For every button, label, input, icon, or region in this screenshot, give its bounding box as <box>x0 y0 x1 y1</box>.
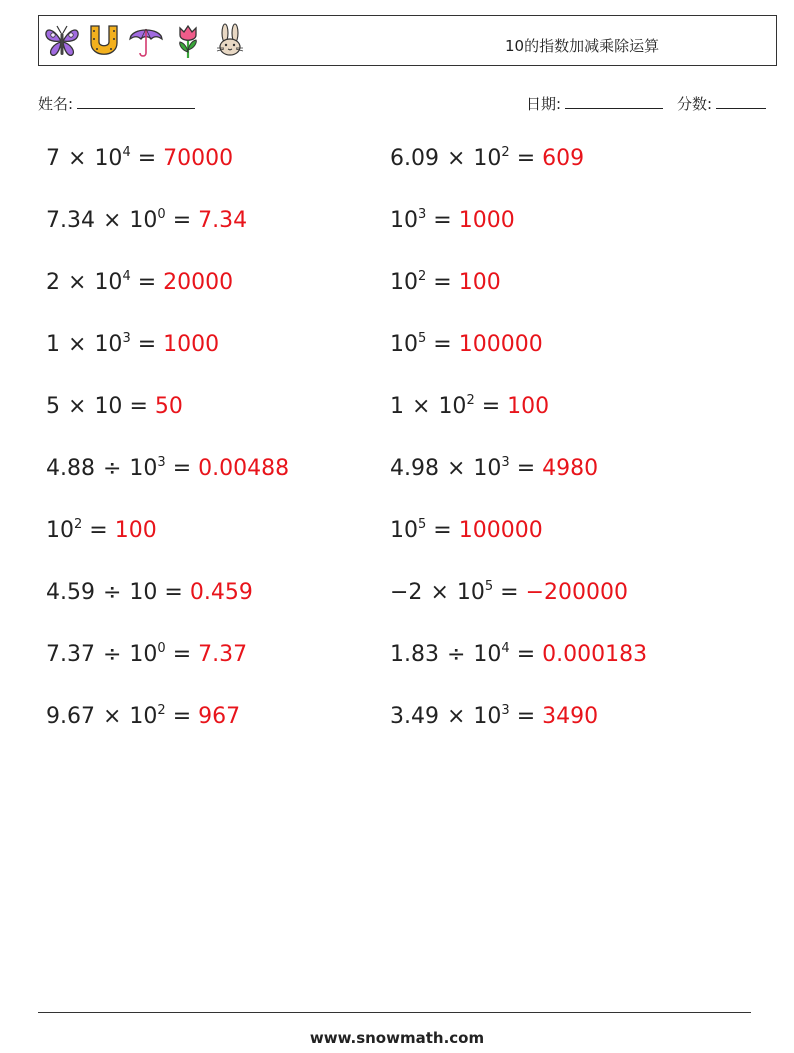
base: 10 <box>473 146 502 171</box>
rabbit-icon <box>211 22 249 60</box>
equals-sign: = <box>516 642 536 667</box>
base: 10 <box>390 270 418 295</box>
coefficient: 7.37 <box>46 642 95 667</box>
coefficient: 7 <box>46 146 60 171</box>
equals-sign: = <box>433 270 452 295</box>
problem-p20 <box>390 704 598 729</box>
answer: 0.000183 <box>542 642 648 667</box>
problem-row <box>46 255 746 317</box>
exponent: 3 <box>501 703 510 718</box>
operator: × <box>430 580 449 605</box>
name-label: 姓名: <box>38 95 74 113</box>
equals-sign: = <box>481 394 501 419</box>
problem-p8 <box>390 332 543 357</box>
equals-sign: = <box>500 580 519 605</box>
base: 10 <box>390 208 418 233</box>
problem-p13 <box>46 518 157 543</box>
icon-strip <box>43 22 249 60</box>
problem-row <box>46 193 746 255</box>
coefficient: 4.98 <box>390 456 439 481</box>
horseshoe-icon <box>85 22 123 60</box>
answer: 7.34 <box>198 208 248 233</box>
worksheet-header <box>38 15 777 66</box>
answer: 7.37 <box>198 642 248 667</box>
answer: 100000 <box>458 332 543 357</box>
name-blank[interactable] <box>77 94 195 109</box>
answer: 50 <box>154 394 183 419</box>
umbrella-icon <box>127 22 165 60</box>
base: 10 <box>94 332 123 357</box>
coefficient: 9.67 <box>46 704 95 729</box>
score-blank[interactable] <box>716 94 766 109</box>
answer: −200000 <box>525 580 629 605</box>
problem-p2 <box>390 146 584 171</box>
base: 10 <box>129 208 158 233</box>
problem-list <box>46 131 746 751</box>
operator: × <box>68 394 87 419</box>
tulip-icon <box>169 22 207 60</box>
base: 10 <box>94 146 123 171</box>
equals-sign: = <box>129 394 148 419</box>
base: 10 <box>473 456 502 481</box>
exponent: 2 <box>157 703 166 718</box>
problem-row <box>46 503 746 565</box>
exponent: 2 <box>74 517 83 532</box>
equals-sign: = <box>172 208 192 233</box>
exponent: 0 <box>157 207 166 222</box>
problem-p14 <box>390 518 543 543</box>
base: 10 <box>390 518 418 543</box>
problem-row <box>46 379 746 441</box>
answer: 100 <box>114 518 157 543</box>
problem-row <box>46 689 746 751</box>
problem-p16 <box>390 580 628 605</box>
problem-p1 <box>46 146 233 171</box>
problem-p15 <box>46 580 253 605</box>
equals-sign: = <box>433 208 452 233</box>
problem-row <box>46 627 746 689</box>
operator: × <box>102 208 122 233</box>
answer: 100 <box>458 270 501 295</box>
answer: 967 <box>198 704 241 729</box>
score-label: 分数: <box>677 95 713 113</box>
exponent: 5 <box>418 331 427 346</box>
problem-p3 <box>46 208 247 233</box>
butterfly-icon <box>43 22 81 60</box>
operator: × <box>446 146 466 171</box>
score-field[interactable] <box>677 93 766 114</box>
equals-sign: = <box>516 456 536 481</box>
answer: 3490 <box>542 704 599 729</box>
answer: 1000 <box>163 332 220 357</box>
base: 10 <box>473 642 502 667</box>
problem-p19 <box>46 704 240 729</box>
problem-p4 <box>390 208 515 233</box>
coefficient: 6.09 <box>390 146 439 171</box>
equals-sign: = <box>137 332 157 357</box>
problem-p18 <box>390 642 647 667</box>
exponent: 4 <box>501 641 510 656</box>
exponent: 3 <box>157 455 166 470</box>
problem-row <box>46 441 746 503</box>
base: 10 <box>473 704 502 729</box>
equals-sign: = <box>516 146 536 171</box>
problem-p17 <box>46 642 247 667</box>
equals-sign: = <box>89 518 108 543</box>
equals-sign: = <box>172 704 192 729</box>
equals-sign: = <box>172 642 192 667</box>
date-field[interactable] <box>526 93 663 114</box>
equals-sign: = <box>433 518 452 543</box>
answer: 0.00488 <box>198 456 290 481</box>
name-field[interactable] <box>38 93 195 114</box>
operator: × <box>102 704 122 729</box>
answer: 609 <box>542 146 585 171</box>
coefficient: 1 <box>390 394 404 419</box>
operator: × <box>68 332 87 357</box>
answer: 20000 <box>163 270 234 295</box>
answer: 70000 <box>163 146 234 171</box>
problem-p12 <box>390 456 598 481</box>
answer: 100000 <box>458 518 543 543</box>
operator: ÷ <box>446 642 466 667</box>
exponent: 5 <box>484 579 494 594</box>
coefficient: 1 <box>46 332 60 357</box>
base: 10 <box>438 394 467 419</box>
exponent: 2 <box>501 145 510 160</box>
base: 10 <box>129 642 158 667</box>
exponent: 3 <box>501 455 510 470</box>
base: 10 <box>129 704 158 729</box>
problem-p9 <box>46 394 183 419</box>
base: 10 <box>129 456 158 481</box>
coefficient: 4.88 <box>46 456 95 481</box>
operator: ÷ <box>102 642 122 667</box>
base: 10 <box>46 518 74 543</box>
coefficient: 1.83 <box>390 642 439 667</box>
operator: ÷ <box>102 456 122 481</box>
operator: × <box>68 270 87 295</box>
problem-p11 <box>46 456 289 481</box>
equals-sign: = <box>516 704 536 729</box>
coefficient: 2 <box>46 270 60 295</box>
problem-p7 <box>46 332 219 357</box>
exponent: 5 <box>418 517 427 532</box>
coefficient: 3.49 <box>390 704 439 729</box>
coefficient: 7.34 <box>46 208 95 233</box>
coefficient: −2 <box>390 580 423 605</box>
problem-row <box>46 131 746 193</box>
exponent: 4 <box>122 269 131 284</box>
exponent: 2 <box>418 269 427 284</box>
answer: 100 <box>507 394 550 419</box>
answer: 1000 <box>458 208 515 233</box>
operator: × <box>68 146 87 171</box>
equals-sign: = <box>137 270 157 295</box>
problem-p5 <box>46 270 233 295</box>
exponent: 3 <box>122 331 131 346</box>
exponent: 3 <box>418 207 427 222</box>
exponent: 2 <box>466 393 475 408</box>
problem-p6 <box>390 270 501 295</box>
problem-p10 <box>390 394 549 419</box>
coefficient: 5 <box>46 394 60 419</box>
equals-sign: = <box>164 580 183 605</box>
equals-sign: = <box>433 332 452 357</box>
worksheet-title: 10的指数加减乘除运算 <box>505 37 660 55</box>
operator: ÷ <box>102 580 122 605</box>
exponent: 0 <box>157 641 166 656</box>
operator: × <box>412 394 431 419</box>
problem-row <box>46 565 746 627</box>
footer-divider <box>38 1012 751 1013</box>
operator: × <box>446 704 466 729</box>
coefficient: 4.59 <box>46 580 95 605</box>
base: 10 <box>94 270 123 295</box>
answer: 0.459 <box>189 580 253 605</box>
operator: × <box>446 456 466 481</box>
exponent: 4 <box>122 145 131 160</box>
footer-site: www.snowmath.com <box>309 1029 485 1047</box>
base: 10 <box>94 394 123 419</box>
base: 10 <box>390 332 418 357</box>
problem-row <box>46 317 746 379</box>
base: 10 <box>456 580 485 605</box>
answer: 4980 <box>542 456 599 481</box>
equals-sign: = <box>137 146 157 171</box>
base: 10 <box>129 580 158 605</box>
date-label: 日期: <box>526 95 562 113</box>
equals-sign: = <box>172 456 192 481</box>
date-blank[interactable] <box>565 94 663 109</box>
